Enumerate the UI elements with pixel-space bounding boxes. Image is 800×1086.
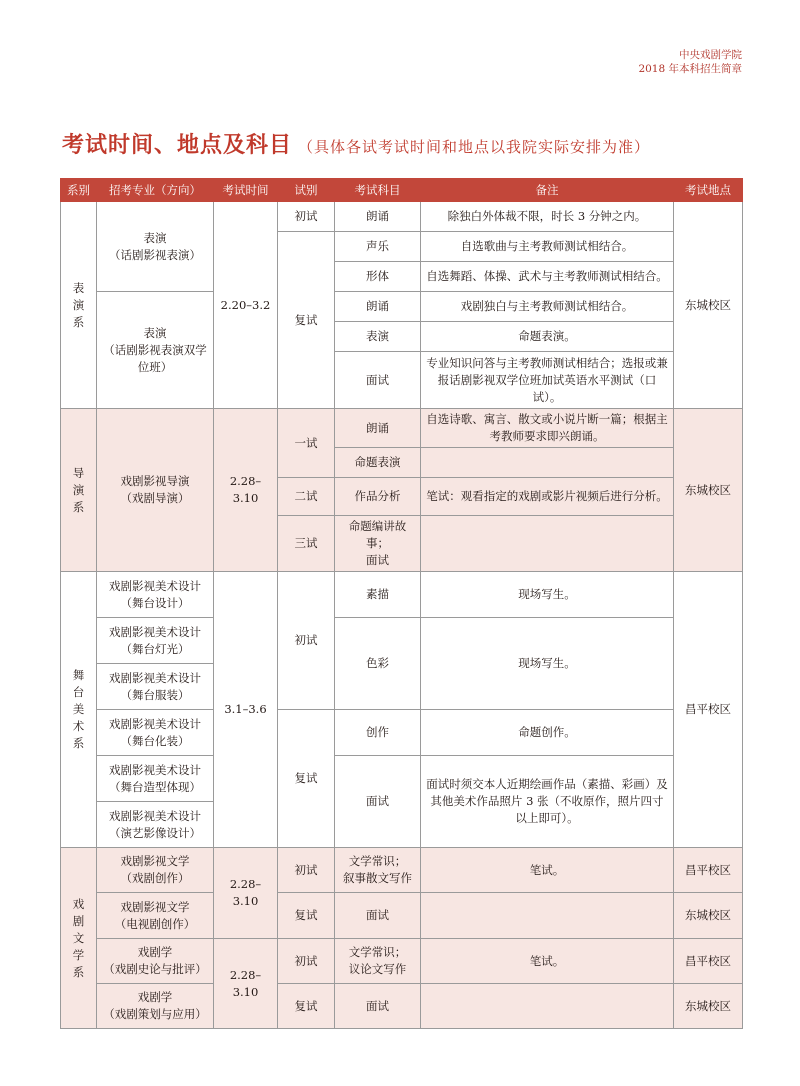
notes-cell: 命题创作。 — [421, 710, 674, 756]
subject-cell: 文学常识； 议论文写作 — [335, 939, 421, 984]
col-header: 试别 — [278, 179, 335, 202]
round-cell: 复试 — [278, 984, 335, 1029]
round-cell: 复试 — [278, 893, 335, 939]
subject-cell: 文学常识； 叙事散文写作 — [335, 848, 421, 893]
major-cell: 戏剧影视美术设计 （舞台化装） — [97, 710, 214, 756]
dept-name: 戏 剧 文 学 系 — [61, 848, 97, 1029]
subject-cell: 命题编讲故事； 面试 — [335, 516, 421, 572]
major-cell: 戏剧影视美术设计 （演艺影像设计） — [97, 802, 214, 848]
exam-time: 2.20–3.2 — [214, 202, 278, 409]
major-cell: 表演 （话剧影视表演） — [97, 202, 214, 292]
table-row — [61, 893, 743, 939]
col-header: 考试时间 — [214, 179, 278, 202]
exam-time: 2.28–3.10 — [214, 939, 278, 1029]
dept-name: 表 演 系 — [61, 202, 97, 409]
round-cell: 二试 — [278, 478, 335, 516]
page-header — [638, 48, 742, 76]
subject-cell: 朗诵 — [335, 202, 421, 232]
notes-cell: 命题表演。 — [421, 322, 674, 352]
header-subtitle: 2018 年本科招生简章 — [638, 63, 742, 75]
title-main: 考试时间、地点及科目 — [62, 133, 293, 158]
notes-cell: 自选歌曲与主考教师测试相结合。 — [421, 232, 674, 262]
location-cell: 昌平校区 — [674, 572, 743, 848]
subject-cell: 面试 — [335, 893, 421, 939]
exam-table — [60, 178, 743, 1029]
col-header: 考试科目 — [335, 179, 421, 202]
subject-cell: 作品分析 — [335, 478, 421, 516]
location-cell: 东城校区 — [674, 202, 743, 409]
table-header-row — [61, 179, 743, 202]
notes-cell: 现场写生。 — [421, 618, 674, 710]
notes-cell: 专业知识问答与主考教师测试相结合；选报或兼报话剧影视双学位班加试英语水平测试（口试）。 — [421, 352, 674, 409]
table-row — [61, 710, 743, 756]
round-cell: 初试 — [278, 202, 335, 232]
exam-time: 2.28–3.10 — [214, 848, 278, 939]
round-cell: 复试 — [278, 232, 335, 409]
col-header: 系别 — [61, 179, 97, 202]
notes-cell: 现场写生。 — [421, 572, 674, 618]
notes-cell: 自选舞蹈、体操、武术与主考教师测试相结合。 — [421, 262, 674, 292]
subject-cell: 声乐 — [335, 232, 421, 262]
notes-cell — [421, 448, 674, 478]
subject-cell: 朗诵 — [335, 292, 421, 322]
title-sub: （具体各试考试时间和地点以我院实际安排为准） — [298, 138, 651, 156]
table-row — [61, 756, 743, 802]
location-cell: 昌平校区 — [674, 939, 743, 984]
table-row — [61, 984, 743, 1029]
subject-cell: 命题表演 — [335, 448, 421, 478]
location-cell: 东城校区 — [674, 984, 743, 1029]
round-cell: 一试 — [278, 409, 335, 478]
dept-name: 舞 台 美 术 系 — [61, 572, 97, 848]
location-cell: 东城校区 — [674, 409, 743, 572]
notes-cell — [421, 984, 674, 1029]
major-cell: 戏剧影视导演 （戏剧导演） — [97, 409, 214, 572]
major-cell: 戏剧影视美术设计 （舞台造型体现） — [97, 756, 214, 802]
major-cell: 戏剧影视美术设计 （舞台灯光） — [97, 618, 214, 664]
subject-cell: 朗诵 — [335, 409, 421, 448]
notes-cell: 除独白外体裁不限，时长 3 分钟之内。 — [421, 202, 674, 232]
table-row — [61, 618, 743, 664]
subject-cell: 色彩 — [335, 618, 421, 710]
table-row — [61, 409, 743, 448]
exam-time: 3.1–3.6 — [214, 572, 278, 848]
subject-cell: 表演 — [335, 322, 421, 352]
col-header: 考试地点 — [674, 179, 743, 202]
subject-cell: 创作 — [335, 710, 421, 756]
col-header: 备注 — [421, 179, 674, 202]
table-row — [61, 292, 743, 322]
table-row — [61, 202, 743, 232]
round-cell: 复试 — [278, 710, 335, 848]
notes-cell: 笔试。 — [421, 939, 674, 984]
subject-cell: 面试 — [335, 352, 421, 409]
round-cell: 初试 — [278, 572, 335, 710]
section-title — [62, 128, 650, 159]
subject-cell: 形体 — [335, 262, 421, 292]
header-school: 中央戏剧学院 — [679, 49, 742, 61]
exam-time: 2.28–3.10 — [214, 409, 278, 572]
major-cell: 戏剧影视文学 （电视剧创作） — [97, 893, 214, 939]
notes-cell: 面试时须交本人近期绘画作品（素描、彩画）及其他美术作品照片 3 张（不收原作，照片四寸以上即可）。 — [421, 756, 674, 848]
table-row — [61, 848, 743, 893]
notes-cell — [421, 893, 674, 939]
round-cell: 三试 — [278, 516, 335, 572]
round-cell: 初试 — [278, 939, 335, 984]
major-cell: 戏剧影视美术设计 （舞台设计） — [97, 572, 214, 618]
major-cell: 戏剧影视文学 （戏剧创作） — [97, 848, 214, 893]
table-row — [61, 572, 743, 618]
notes-cell: 自选诗歌、寓言、散文或小说片断一篇；根据主考教师要求即兴朗诵。 — [421, 409, 674, 448]
notes-cell: 戏剧独白与主考教师测试相结合。 — [421, 292, 674, 322]
location-cell: 东城校区 — [674, 893, 743, 939]
major-cell: 戏剧影视美术设计 （舞台服装） — [97, 664, 214, 710]
major-cell: 戏剧学 （戏剧策划与应用） — [97, 984, 214, 1029]
table-row — [61, 939, 743, 984]
notes-cell: 笔试。 — [421, 848, 674, 893]
notes-cell — [421, 516, 674, 572]
subject-cell: 面试 — [335, 756, 421, 848]
major-cell: 表演 （话剧影视表演双学 位班） — [97, 292, 214, 409]
dept-name: 导 演 系 — [61, 409, 97, 572]
notes-cell: 笔试：观看指定的戏剧或影片视频后进行分析。 — [421, 478, 674, 516]
subject-cell: 素描 — [335, 572, 421, 618]
location-cell: 昌平校区 — [674, 848, 743, 893]
major-cell: 戏剧学 （戏剧史论与批评） — [97, 939, 214, 984]
subject-cell: 面试 — [335, 984, 421, 1029]
round-cell: 初试 — [278, 848, 335, 893]
col-header: 招考专业（方向） — [97, 179, 214, 202]
